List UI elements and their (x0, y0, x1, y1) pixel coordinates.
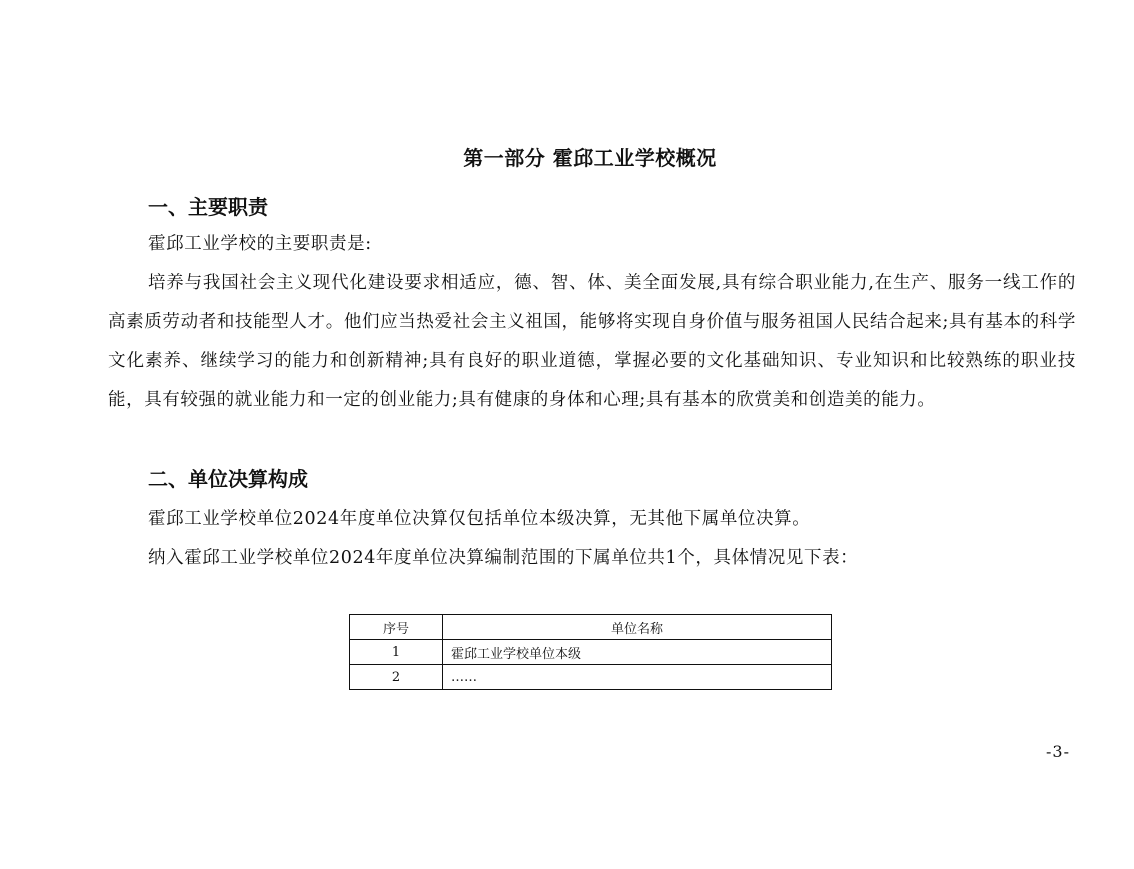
table-cell-seq: 2 (350, 665, 443, 690)
section-heading-budget-composition: 二、单位决算构成 (148, 467, 308, 491)
page-number: -3- (1046, 742, 1070, 761)
composition-paragraph-2: 纳入霍邱工业学校单位2024年度单位决算编制范围的下属单位共1个，具体情况见下表： (148, 548, 859, 568)
table-header-row (350, 615, 832, 640)
column-header-unit-name: 单位名称 (443, 615, 832, 640)
section-heading-main-duties: 一、主要职责 (148, 195, 268, 219)
column-header-seq: 序号 (350, 615, 443, 640)
table-cell-unit-name: …… (443, 665, 832, 690)
page-title: 第一部分 霍邱工业学校概况 (463, 146, 717, 170)
duties-body-paragraph: 培养与我国社会主义现代化建设要求相适应，德、智、体、美全面发展,具有综合职业能力,在生产、服务一线工作的高素质劳动者和技能型人才。他们应当热爱社会主义祖国，能够将实现自身价值与服务祖国人民结合起来;具有基本的科学文化素养、继续学习的能力和创新精神;具有良好的职业道德，掌握必要的文化基础知识、专业知识和比较熟练的职业技能，具有较强的就业能力和一定的创业能力;具有健康的身体和心理;具有基本的欣赏美和创造美的能力。 (108, 273, 1076, 410)
units-table (349, 614, 832, 690)
table-row (350, 665, 832, 690)
duties-intro-paragraph: 霍邱工业学校的主要职责是: (148, 234, 372, 254)
table-row (350, 640, 832, 665)
table-cell-seq: 1 (350, 640, 443, 665)
composition-paragraph-1: 霍邱工业学校单位2024年度单位决算仅包括单位本级决算，无其他下属单位决算。 (148, 509, 811, 529)
table-cell-unit-name: 霍邱工业学校单位本级 (443, 640, 832, 665)
